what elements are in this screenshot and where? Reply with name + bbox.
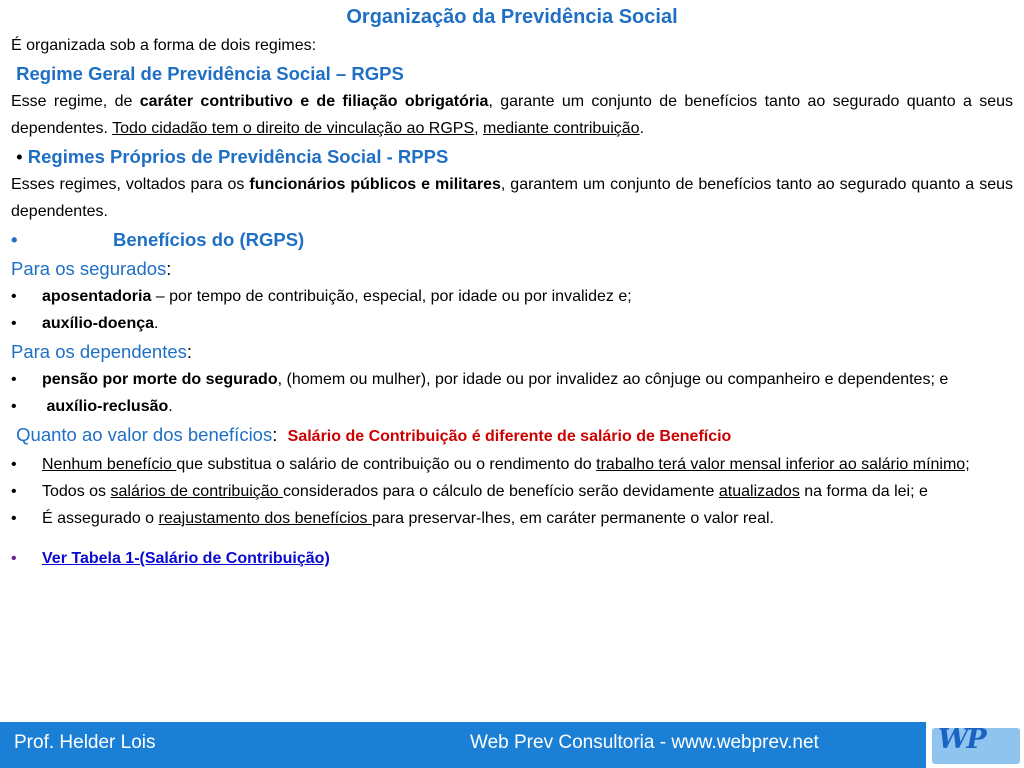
list-item bbox=[11, 283, 1013, 310]
item2-underline-1: salários de contribuição bbox=[110, 483, 284, 500]
list-item bbox=[11, 545, 1013, 572]
item2-text-1: Todos os bbox=[42, 483, 111, 500]
rgps-p1-sep: , bbox=[474, 120, 484, 137]
item1-text: que substitua o salário de contribuição ou o rendimento do bbox=[176, 456, 597, 473]
rgps-p1-underline-2: mediante contribuição bbox=[483, 120, 640, 137]
beneficios-heading bbox=[11, 225, 1013, 254]
rgps-p1: Esse regime, de bbox=[11, 93, 140, 110]
item-bold: auxílio-doença bbox=[42, 315, 155, 332]
rpps-heading-text: Regimes Próprios de Previdência Social - RPPS bbox=[27, 146, 449, 167]
slide-content bbox=[11, 4, 1013, 572]
valor-heading bbox=[11, 420, 1013, 451]
list-item bbox=[11, 366, 1013, 393]
rgps-heading-text: Regime Geral de Previdência Social – RGPS bbox=[16, 63, 404, 84]
dependentes-list bbox=[11, 366, 1013, 420]
valor-heading-text: Quanto ao valor dos benefícios bbox=[16, 424, 273, 445]
rpps-paragraph bbox=[11, 171, 1013, 225]
bullet: • bbox=[11, 456, 17, 473]
item-text: , (homem ou mulher), por idade ou por invalidez ao cônjuge ou companheiro e dependentes; e bbox=[277, 371, 949, 388]
link-list bbox=[11, 545, 1013, 572]
bullet: • bbox=[11, 398, 17, 415]
item3-text-1: É assegurado o bbox=[42, 510, 159, 527]
rpps-p1-end: , garantem um conjunto de benefícios tanto ao segurado quanto a seus dependentes. bbox=[11, 176, 1013, 220]
segurados-heading-text: Para os segurados bbox=[11, 258, 167, 279]
bullet: • bbox=[11, 550, 17, 567]
segurados-colon: : bbox=[166, 258, 172, 279]
intro-text: É organizada sob a forma de dois regimes: bbox=[11, 37, 317, 54]
tabela-link[interactable]: Ver Tabela 1-(Salário de Contribuição) bbox=[42, 550, 330, 567]
rgps-p1-underline-1: Todo cidadão tem o direito de vinculação ao RGPS bbox=[112, 120, 475, 137]
bullet: • bbox=[11, 371, 17, 388]
item1-underline-1: Nenhum benefício bbox=[42, 456, 177, 473]
item-bold: pensão por morte do segurado bbox=[42, 371, 278, 388]
list-item bbox=[11, 478, 1013, 505]
footer-author: Prof. Helder Lois bbox=[14, 732, 156, 753]
list-item bbox=[11, 505, 1013, 532]
rpps-p1: Esses regimes, voltados para os bbox=[11, 176, 250, 193]
valor-red-note: Salário de Contribuição é diferente de salário de Benefício bbox=[287, 428, 732, 445]
rgps-heading bbox=[11, 59, 1013, 88]
bullet: • bbox=[11, 315, 17, 332]
footer-company: Web Prev Consultoria - www.webprev.net bbox=[470, 732, 819, 753]
logo bbox=[926, 722, 1024, 768]
dependentes-colon: : bbox=[186, 341, 193, 362]
list-item bbox=[11, 310, 1013, 337]
valor-list bbox=[11, 451, 1013, 532]
rpps-bullet: • bbox=[16, 146, 23, 167]
valor-colon: : bbox=[272, 424, 278, 445]
bullet: • bbox=[11, 510, 17, 527]
bullet: • bbox=[11, 483, 17, 500]
rgps-paragraph bbox=[11, 88, 1013, 142]
segurados-heading bbox=[11, 254, 1013, 283]
item-text: – por tempo de contribuição, especial, por idade ou por invalidez e; bbox=[151, 288, 632, 305]
rpps-heading bbox=[11, 142, 1013, 171]
segurados-list bbox=[11, 283, 1013, 337]
list-item bbox=[11, 393, 1013, 420]
logo-text: WP bbox=[938, 724, 985, 755]
bullet: • bbox=[11, 288, 17, 305]
list-item bbox=[11, 451, 1013, 478]
item-bold: auxílio-reclusão bbox=[46, 398, 169, 415]
footer-bar bbox=[0, 722, 1024, 768]
rgps-p1-end: . bbox=[639, 120, 645, 137]
beneficios-heading-text: Benefícios do (RGPS) bbox=[113, 229, 305, 250]
page-title: Organização da Previdência Social bbox=[346, 6, 678, 28]
item-text: . bbox=[168, 398, 173, 415]
dependentes-heading-text: Para os dependentes bbox=[11, 341, 187, 362]
item2-underline-2: atualizados bbox=[718, 483, 800, 500]
dependentes-heading bbox=[11, 337, 1013, 366]
item2-text-2: considerados para o cálculo de benefício serão devidamente bbox=[283, 483, 719, 500]
rpps-p1-bold: funcionários públicos e militares bbox=[249, 176, 501, 193]
item2-text-3: na forma da lei; e bbox=[799, 483, 928, 500]
item3-underline: reajustamento dos benefícios bbox=[158, 510, 372, 527]
beneficios-bullet: • bbox=[11, 229, 18, 250]
rgps-p1-mid: , garante um conjunto de benefícios tanto ao segurado quanto a seus dependentes. bbox=[11, 93, 1013, 137]
rgps-p1-bold: caráter contributivo e de filiação obrigatória bbox=[139, 93, 489, 110]
item-bold: aposentadoria bbox=[42, 288, 152, 305]
item1-underline-2: trabalho terá valor mensal inferior ao salário mínimo; bbox=[596, 456, 970, 473]
item3-text-2: para preservar-lhes, em caráter permanente o valor real. bbox=[372, 510, 774, 527]
item-text: . bbox=[154, 315, 159, 332]
